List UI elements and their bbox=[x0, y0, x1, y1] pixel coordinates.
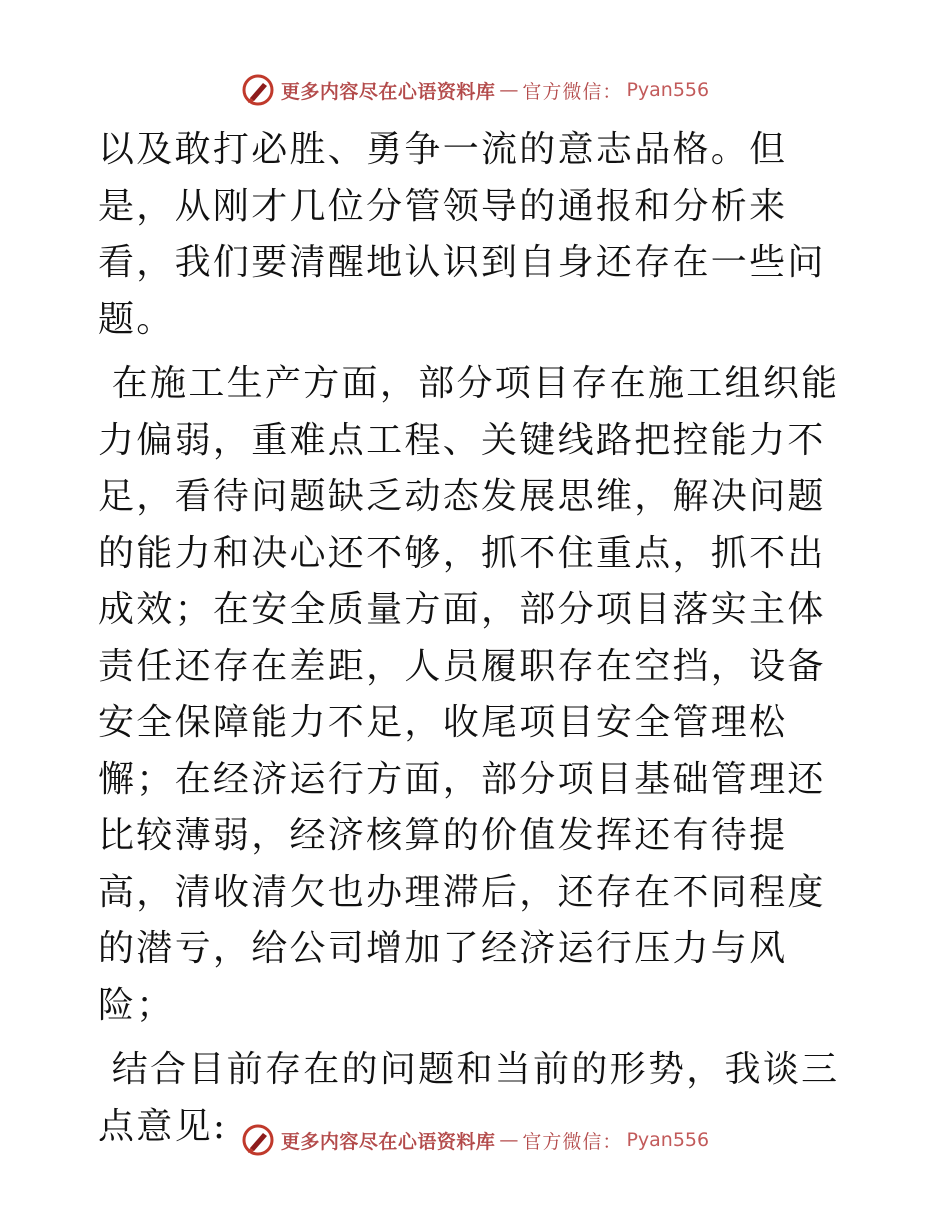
pen-logo-icon bbox=[241, 73, 275, 107]
paragraph-3: 结合目前存在的问题和当前的形势，我谈三点意见: bbox=[98, 1049, 840, 1147]
watermark-text: 更多内容尽在心语资料库 bbox=[280, 1130, 496, 1153]
paragraph-1: 以及敢打必胜、勇争一流的意志品格。但是，从刚才几位分管领导的通报和分析来看，我们要清醒地认识到自身还存在一些问题。 bbox=[98, 129, 826, 340]
paragraph-2: 在施工生产方面，部分项目存在施工组织能力偏弱，重难点工程、关键线路把控能力不足，看待问题缺乏动态发展思维，解决问题的能力和决心还不够，抓不住重点，抓不出成效；在安全质量方面，部分项目落实主体责任还存在差距，人员履职存在空挡，设备安全保障能力不足，收尾项目安全管理松懈；在经济运行方面，部分项目基础管理还比较薄弱，经济核算的价值发挥还有待提高，清收清欠也办理滞后，还存在不同程度的潜亏，给公司增加了经济运行压力与风险； bbox=[98, 363, 840, 1026]
footer-watermark bbox=[0, 1120, 950, 1160]
watermark-separator: — bbox=[499, 79, 519, 101]
header-watermark bbox=[0, 70, 950, 110]
document-body bbox=[98, 122, 858, 1155]
watermark-wechat-id: Pyan556 bbox=[626, 1129, 710, 1151]
pen-logo-icon bbox=[241, 1123, 275, 1157]
watermark-separator: — bbox=[499, 1129, 519, 1151]
watermark-wechat-label: 官方微信： bbox=[522, 80, 623, 103]
watermark-text: 更多内容尽在心语资料库 bbox=[280, 80, 496, 103]
watermark-wechat-id: Pyan556 bbox=[626, 79, 710, 101]
watermark-wechat-label: 官方微信： bbox=[522, 1130, 623, 1153]
